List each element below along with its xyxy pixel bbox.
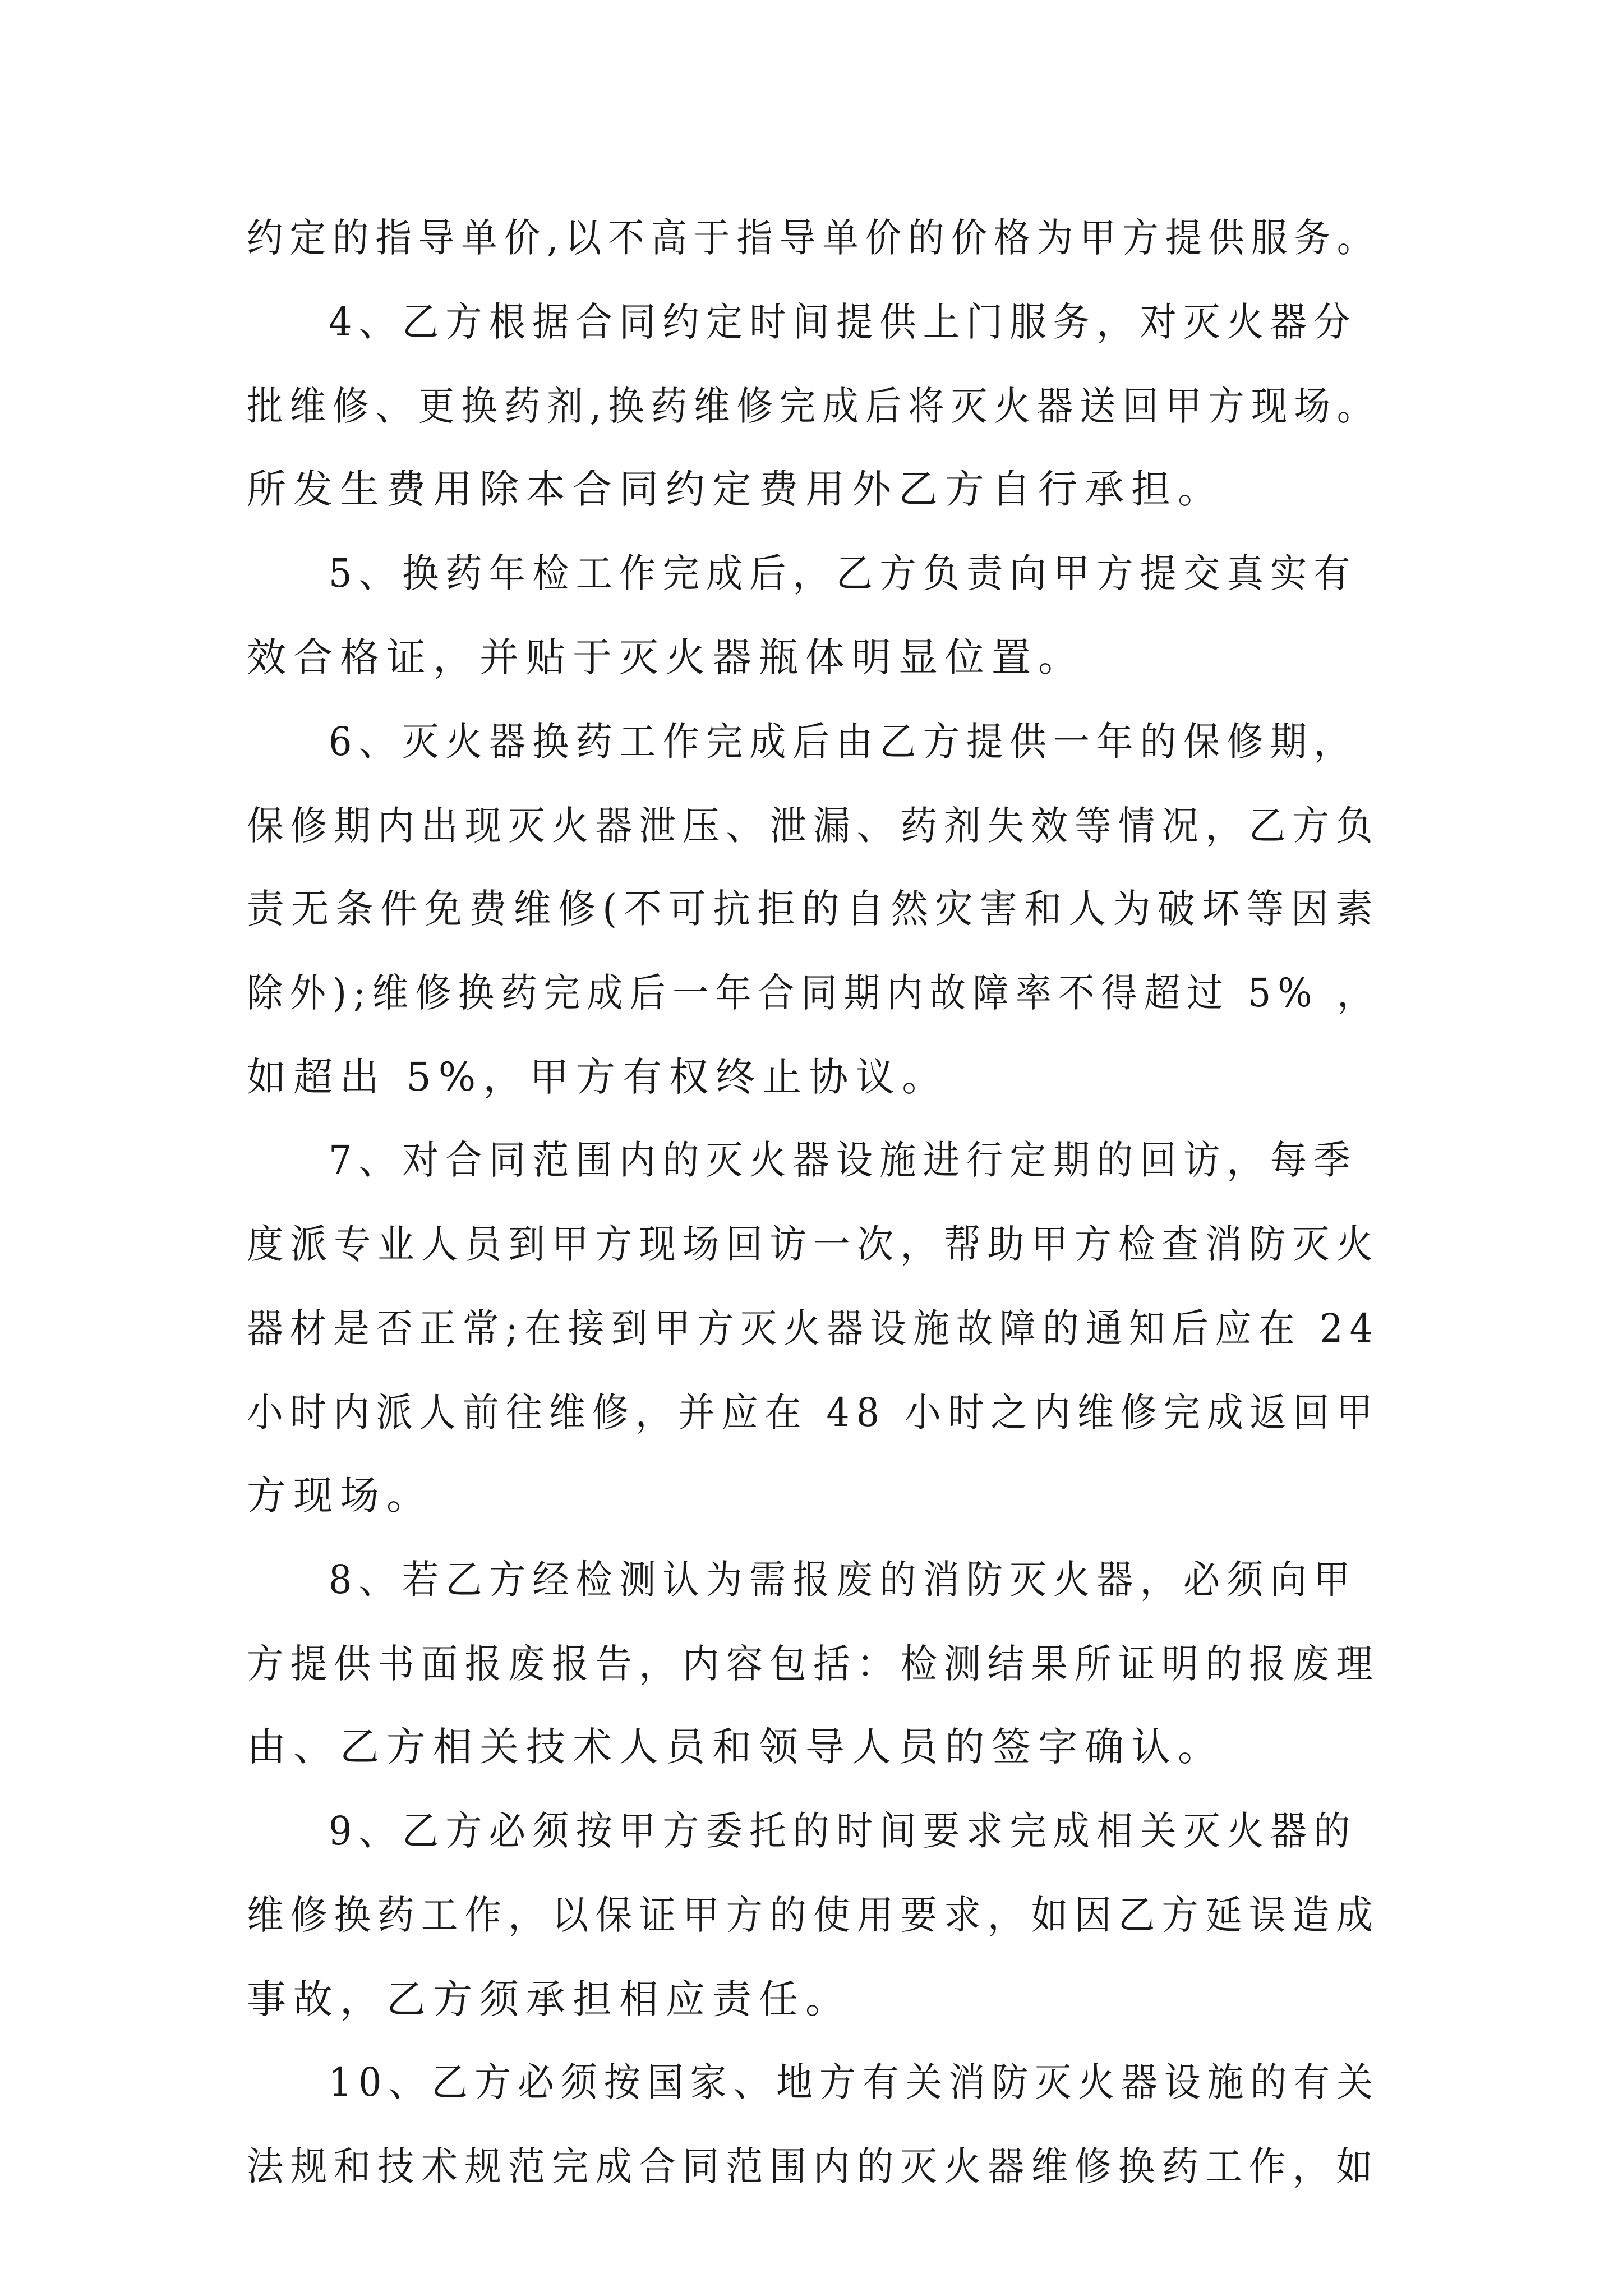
text-line: 器材是否正常;在接到甲方灭火器设施故障的通知后应在 24 (247, 1305, 1380, 1351)
text-line: 法规和技术规范完成合同范围内的灭火器维修换药工作，如 (247, 2143, 1380, 2189)
paragraph-6-start: 6、灭火器换药工作完成后由乙方提供一年的保修期， (329, 719, 1357, 765)
paragraph-7-start: 7、对合同范围内的灭火器设施进行定期的回访，每季 (329, 1137, 1357, 1183)
paragraph-8-start: 8、若乙方经检测认为需报废的消防灭火器，必须向甲 (329, 1557, 1357, 1603)
text-line: 如超出 5%，甲方有权终止协议。 (247, 1054, 949, 1100)
text-line: 效合格证，并贴于灭火器瓶体明显位置。 (247, 634, 1085, 680)
text-line: 保修期内出现灭火器泄压、泄漏、药剂失效等情况，乙方负 (247, 803, 1380, 849)
text-line: 由、乙方相关技术人员和领导人员的签字确认。 (247, 1724, 1224, 1770)
text-line: 维修换药工作，以保证甲方的使用要求，如因乙方延误造成 (247, 1892, 1380, 1938)
text-line: 方提供书面报废报告，内容包括：检测结果所证明的报废理 (247, 1641, 1380, 1687)
text-line: 方现场。 (247, 1473, 433, 1519)
text-line: 小时内派人前往维修，并应在 48 小时之内维修完成返回甲 (247, 1389, 1380, 1435)
text-line: 所发生费用除本合同约定费用外乙方自行承担。 (247, 466, 1224, 512)
text-line: 批维修、更换药剂,换药维修完成后将灭火器送回甲方现场。 (247, 383, 1380, 429)
text-line: 度派专业人员到甲方现场回访一次，帮助甲方检查消防灭火 (247, 1221, 1380, 1267)
text-line: 事故，乙方须承担相应责任。 (247, 1976, 852, 2022)
paragraph-9-start: 9、乙方必须按甲方委托的时间要求完成相关灭火器的 (329, 1808, 1357, 1854)
paragraph-4-start: 4、乙方根据合同约定时间提供上门服务，对灭火器分 (329, 299, 1357, 345)
text-line: 约定的指导单价,以不高于指导单价的价格为甲方提供服务。 (247, 215, 1380, 261)
text-line: 责无条件免费维修(不可抗拒的自然灾害和人为破坏等因素 (247, 886, 1380, 932)
text-line: 除外);维修换药完成后一年合同期内故障率不得超过 5% ， (247, 970, 1380, 1016)
paragraph-10-start: 10、乙方必须按国家、地方有关消防灭火器设施的有关 (329, 2059, 1380, 2105)
paragraph-5-start: 5、换药年检工作完成后，乙方负责向甲方提交真实有 (329, 550, 1357, 596)
